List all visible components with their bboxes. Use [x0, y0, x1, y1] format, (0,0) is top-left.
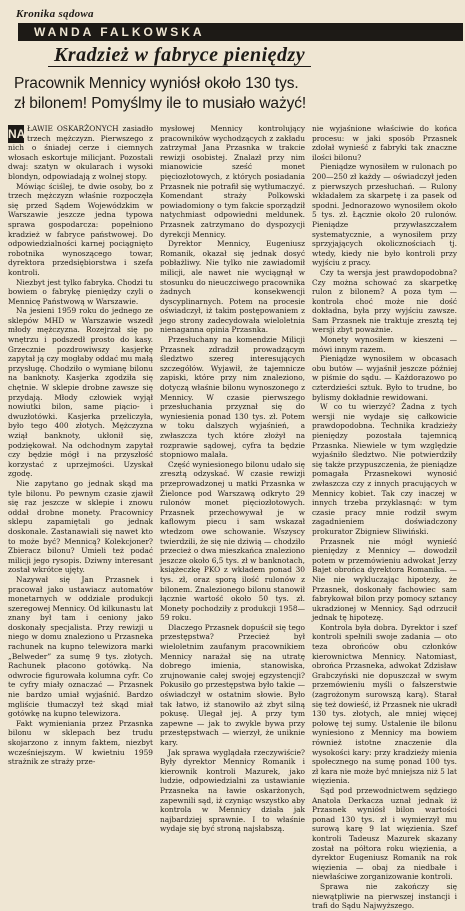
paragraph: Mówiąc ściślej, te dwie osoby, bo z trzech mężczyzn właśnie rozpoczęła się przed Sądem Wojewódzkim w Warszawie jeszcze jedna typowa sprawa gospodarcza: popełniono kradzież w fabryce państwowej. Do odpowiedzialności karnej pociągnięto robotnika wynoszącego towar, dyrektora przedsiębiorstwa i szefa kontroli.	[8, 181, 153, 277]
paragraph: nie wyjaśnione właściwie do końca procesu: w jaki sposób Przasnek zdołał wynieść z fabryki tak znaczne ilości bilonu?	[312, 124, 457, 162]
paragraph: Na jesieni 1959 roku do jednego ze sklepów MHD w Warszawie wszedł młody mężczyzna. Rozejrzał się po wnętrzu i podszedł prosto do kasy. Grzecznie pozdrowiwszy kasjerkę zapytał ją czy mogłaby oddać mu małą przysługę. Chodziło o wymianę bilonu na banknoty. Kasjerka zgodziła się chętnie. W sklepie drobne zawsze się przydają. Młody człowiek wyjął nowiutki bilon, same piącio- i dwuzłotówki. Kasjerka przeliczyła, było tego 400 złotych. Mężczyzna wziął banknoty, ukłonił się, podziękował. Na odchodnym zapytał czy będzie mógł i na przyszłość korzystać z uprzejmości. Uzyskał zgodę.	[8, 306, 153, 479]
paragraph: Niezbyt jest tylko fabryka. Chodzi tu bowiem o fabrykę pieniędzy czyli o Mennicę Państwową w Warszawie.	[8, 277, 153, 306]
paragraph: Kontrola była dobra. Dyrektor i szef kontroli spełnili swoje zadania — oto teza obrońców obu członków kierownictwa Mennicy. Natomiast, obrońca Przasneka, adwokat Zdzisław Grabczyński nie dopuszczał w swym przemówieniu myśli o fałszerstwie (zagrożonym surowszą karą). Starał się też dowieść, iż Przasnek nie ukradł 130 tys. złotych, ale mniej więcej połowę tej sumy. Ustalenie ile bilonu wyniesiono z Mennicy ma bowiem również istotne znaczenie dla wysokości kary: przy kradzieży mienia społecznego na sumę ponad 100 tys. zł kara nie może być mniejsza niż 5 lat więzienia.	[312, 622, 457, 786]
article-title: Kradzież w fabryce pieniędzy	[48, 44, 311, 67]
paragraph: Pieniądze wynosiłem w obcasach obu butów — wyjaśnił jeszcze później w piśmie do sądu. — Każdorazowo po czterdzieści sztuk. Było to trudne, bo bylismy dokładnie rewidowani.	[312, 354, 457, 402]
paragraph: Pieniądze wynosiłem w rulonach po 200—250 zł każdy — oświadczył jeden z pierwszych przesłuchań. — Rulony wkładałem za skarpetę i za pasek od spodni. Jednorazowo wynosiłem około 5 tys. zł. Łącznie około 20 rulonów. Pieniądze przywłaszczałem systematycznie, a wynosiłem przy sprzyjających okolicznościach tj. wtedy, kiedy nie było kontroli przy wyjściu z pracy.	[312, 162, 457, 268]
article-header	[8, 6, 457, 66]
paragraph: Nazywał się Jan Przasnek i pracował jako ustawiacz automatów monetarnych w oddziale produkcji szeregowej Mennicy. Od kilkunastu lat znany był tam i ceniony jako doskonały specjalista. Przy rewizji u niego w domu znaleziono u Przasneka rachunek na kupno telewizora marki „Belweder” za sumę 9 tys. złotych. Rachunek płacono gotówką. Na odwrocie figurowała kolumna cyfr. Co te cyfry miały oznaczać — Przasnek nie bardzo umiał wyjaśnić. Bardzo mgliście tłumaczył też skąd miał gotówkę na kupno telewizora.	[8, 574, 153, 719]
paragraph: Przasnek nie mógł wynieść pieniędzy z Mennicy — dowodził potem w przemówieniu adwokat Jerzy Bajet obrońca dyrektora Romanika. — Nie nie wykluczając hipotezy, że Przasnek, doskonały fachowiec sam fabrykował bilon przy pomocy sztancy ukradzionej w Mennicy. Sąd odrzucił jednak tę hipotezę.	[312, 536, 457, 623]
paragraph: Dlaczego Przasnek dopuścił się tego przestępstwa? Przecież był wieloletnim zaufanym pracownikiem Mennicy narażał się na utratę dobrego imienia, stanowiska, zrujnowanie całej swojej egzystencji? Pokusiło go przestępstwa było takie — oświadczył w ostatnim słowie. Było tak łatwo, iż stanowiło aż zbyt silną pokusę. Ulegał jej. A przy tym zapewne — jak to zwykle bywa przy przestępstwach — wierzył, że uniknie kary.	[160, 622, 305, 747]
article-subtitle	[14, 74, 451, 114]
author-bar: WANDA FALKOWSKA	[18, 23, 463, 41]
paragraph: Jak sprawa wyglądała rzeczywiście? Były dyrektor Mennicy Romanik i kierownik kontroli Mazurek, jako ludzie, odpowiedzialni za ustawianie Przasneka na ławie oskarżonych, zapewnili sąd, iż czyniąc wszystko aby kontrola w Mennicy działa jak najbardziej sprawnie. I to właśnie wydaje się być stroną najsłabszą.	[160, 747, 305, 834]
paragraph: Monety wynosiłem w kieszeni — mówi innym razem.	[312, 335, 457, 354]
paragraph: Sąd pod przewodnictwem sędziego Anatola Derkacza uznał jednak iż Przasnek wyniósł bilon wartości ponad 130 tys. zł i wymierzył mu surową karę 9 lat więzienia. Szef kontroli Tadeusz Mazurek skazany został na półtora roku więzienia, a dyrektor Eugeniusz Romanik na rok więzienia — obaj za niedbałe i niewłaściwe zorganizowanie kontroli.	[312, 785, 457, 882]
paragraph: Sprawa nie zakończy się niewątpliwie na pierwszej instancji i trafi do Sądu Najwyższego.	[312, 881, 457, 911]
column-1	[8, 124, 153, 779]
paragraph: Fakt wymieniania przez Przasnka bilonu w sklepach bez trudu skojarzono z innym faktem, niezbyt wcześniejszym. W kwietniu 1959 strażnik ze straży prze-	[8, 718, 153, 767]
subtitle-line-1: Pracownik Mennicy wyniósł około 130 tys.	[14, 75, 299, 92]
paragraph: Przesłuchany na komendzie Milicji Przasnek zdradził prowadzącym śledztwo szereg interesujących szczegółów. Wyjawił, że tajemnicze zapiski, które przy nim znaleziono, dotyczą właśnie bilonu wynoszonego z Mennicy. W czasie pierwszego przesłuchania przyznał się do wyniesienia ponad 130 tys. zł. Potem w toku dalszych wyjaśnień, a zwłaszcza tych które złożył na rozprawie sądowej, cyfra ta będzie stopniowo malała.	[160, 335, 305, 460]
paragraph-text: ŁAWIE OSKARŻONYCH zasiadło trzech mężczyzn. Pierwszego z nich o śniadej cerze i ciemnych włosach eskortuje milicjant. Pozostali dwaj: szatyn w okularach i wysoki blondyn, odpowiadają z wolnej stopy.	[8, 124, 153, 181]
paragraph: Część wyniesionego bilonu udało się zresztą odzyskać. W czasie rewizji przeprowadzonej u matki Przasnka w Żielonce pod Warszawą odkryto 29 rulonów monet pięciozłotowych. Przasnek przechowywał je w kaflowym piecu i sam wskazał wtedzom owe schowanie. Wszyscy twierdzili, że się nie dziwią — chodziło przecież o dwa mieszkańca znaleziono jeszcze około 6,5 tys. zł w banknotach, książeczkę PKO z wkładem ponad 30 tys. zł, oraz sporą ilość rulonów z bilonem. Znalezionego bilonu stanowił łącznie wartość około 50 tys. zł. Monety pochodziły z produkcji 1958—59 roku.	[160, 459, 305, 623]
column-2	[160, 124, 305, 834]
article-body	[8, 124, 457, 911]
drop-cap: NA	[8, 127, 26, 141]
paragraph	[8, 124, 153, 182]
section-rubric: Kronika sądowa	[16, 8, 94, 20]
paragraph: W co tu wierzyć? Żadna z tych wersji nie wydaje się całkowicie prawdopodobna. Technika kradzieży pieniędzy pozostała tajemnicą Przasnka. Niewiele w tym względzie wyjaśniło śledztwo. Nie potwierdziły się także przypuszczenia, że pieniądze pomagała Przasnekowi wynosić zwłaszcza czy z innych pracujących w Mennicy kobiet. Tak czy inaczej w innych trzeba przyklasnąć: w tym czasie pracy mnie rodził swym zagadnieniem doświadczony prokurator Zbigniew Sliwiński.	[312, 402, 457, 536]
paragraph: mysłowej Mennicy kontrolujący pracowników wychodzących z zakładu zatrzymał Jana Przasnka w trakcie rewizji osobistej. Znalazł przy nim mianowicie sześć monet pięciozłotowych, z których posiadania Przasnek nie potrafił się wytłumaczyć. Komendant straży Polkowski powiadomiony o tym fakcie sporządził natychmiast odpowiedni meldunek. Przasnek zatrzymano do dyspozycji dyrekcji Mennicy.	[160, 124, 305, 239]
paragraph: Czy ta wersja jest prawdopodobna? Czy można schować za skarpetkę rulon z bilonem? A poza tym — kontrola choć może nie dość dokładna, była przy wyjściu zawsze. Sam Przasnek nie traktuje zresztą tej wersji zbyt poważnie.	[312, 267, 457, 335]
subtitle-line-2: zł bilonem! Pomyślmy ile to musiało ważyć!	[14, 95, 307, 112]
paragraph: Dyrektor Mennicy, Eugeniusz Romanik, okazał się jednak dosyć pobłażliwy. Nie tylko nie zawiadomił milicji, ale nawet nie wyciągnął w stosunku do nieuczciwego pracownika żadnych konsekwencji dyscyplinarnych. Potem na procesie oświadczył, iż takim postępowaniem z jego strony zadecydowała wieloletnia nienaganna opinia Przasnka.	[160, 239, 305, 335]
paragraph: Nie zapytano go jednak skąd ma tyle bilonu. Po pewnym czasie zjawił się raz jeszcze w sklepie i znowu oddał drobne monety. Pracownicy sklepu zapamiętali go jednak doskonale. Zastanawiali się nawet kto to może być? Mennicą? Kolekcjoner? Zbieracz bilonu? Umieli też podać milicji jego rysopis. Dziwny interesant został wkrótce ujęty.	[8, 478, 153, 575]
column-3	[312, 124, 457, 911]
